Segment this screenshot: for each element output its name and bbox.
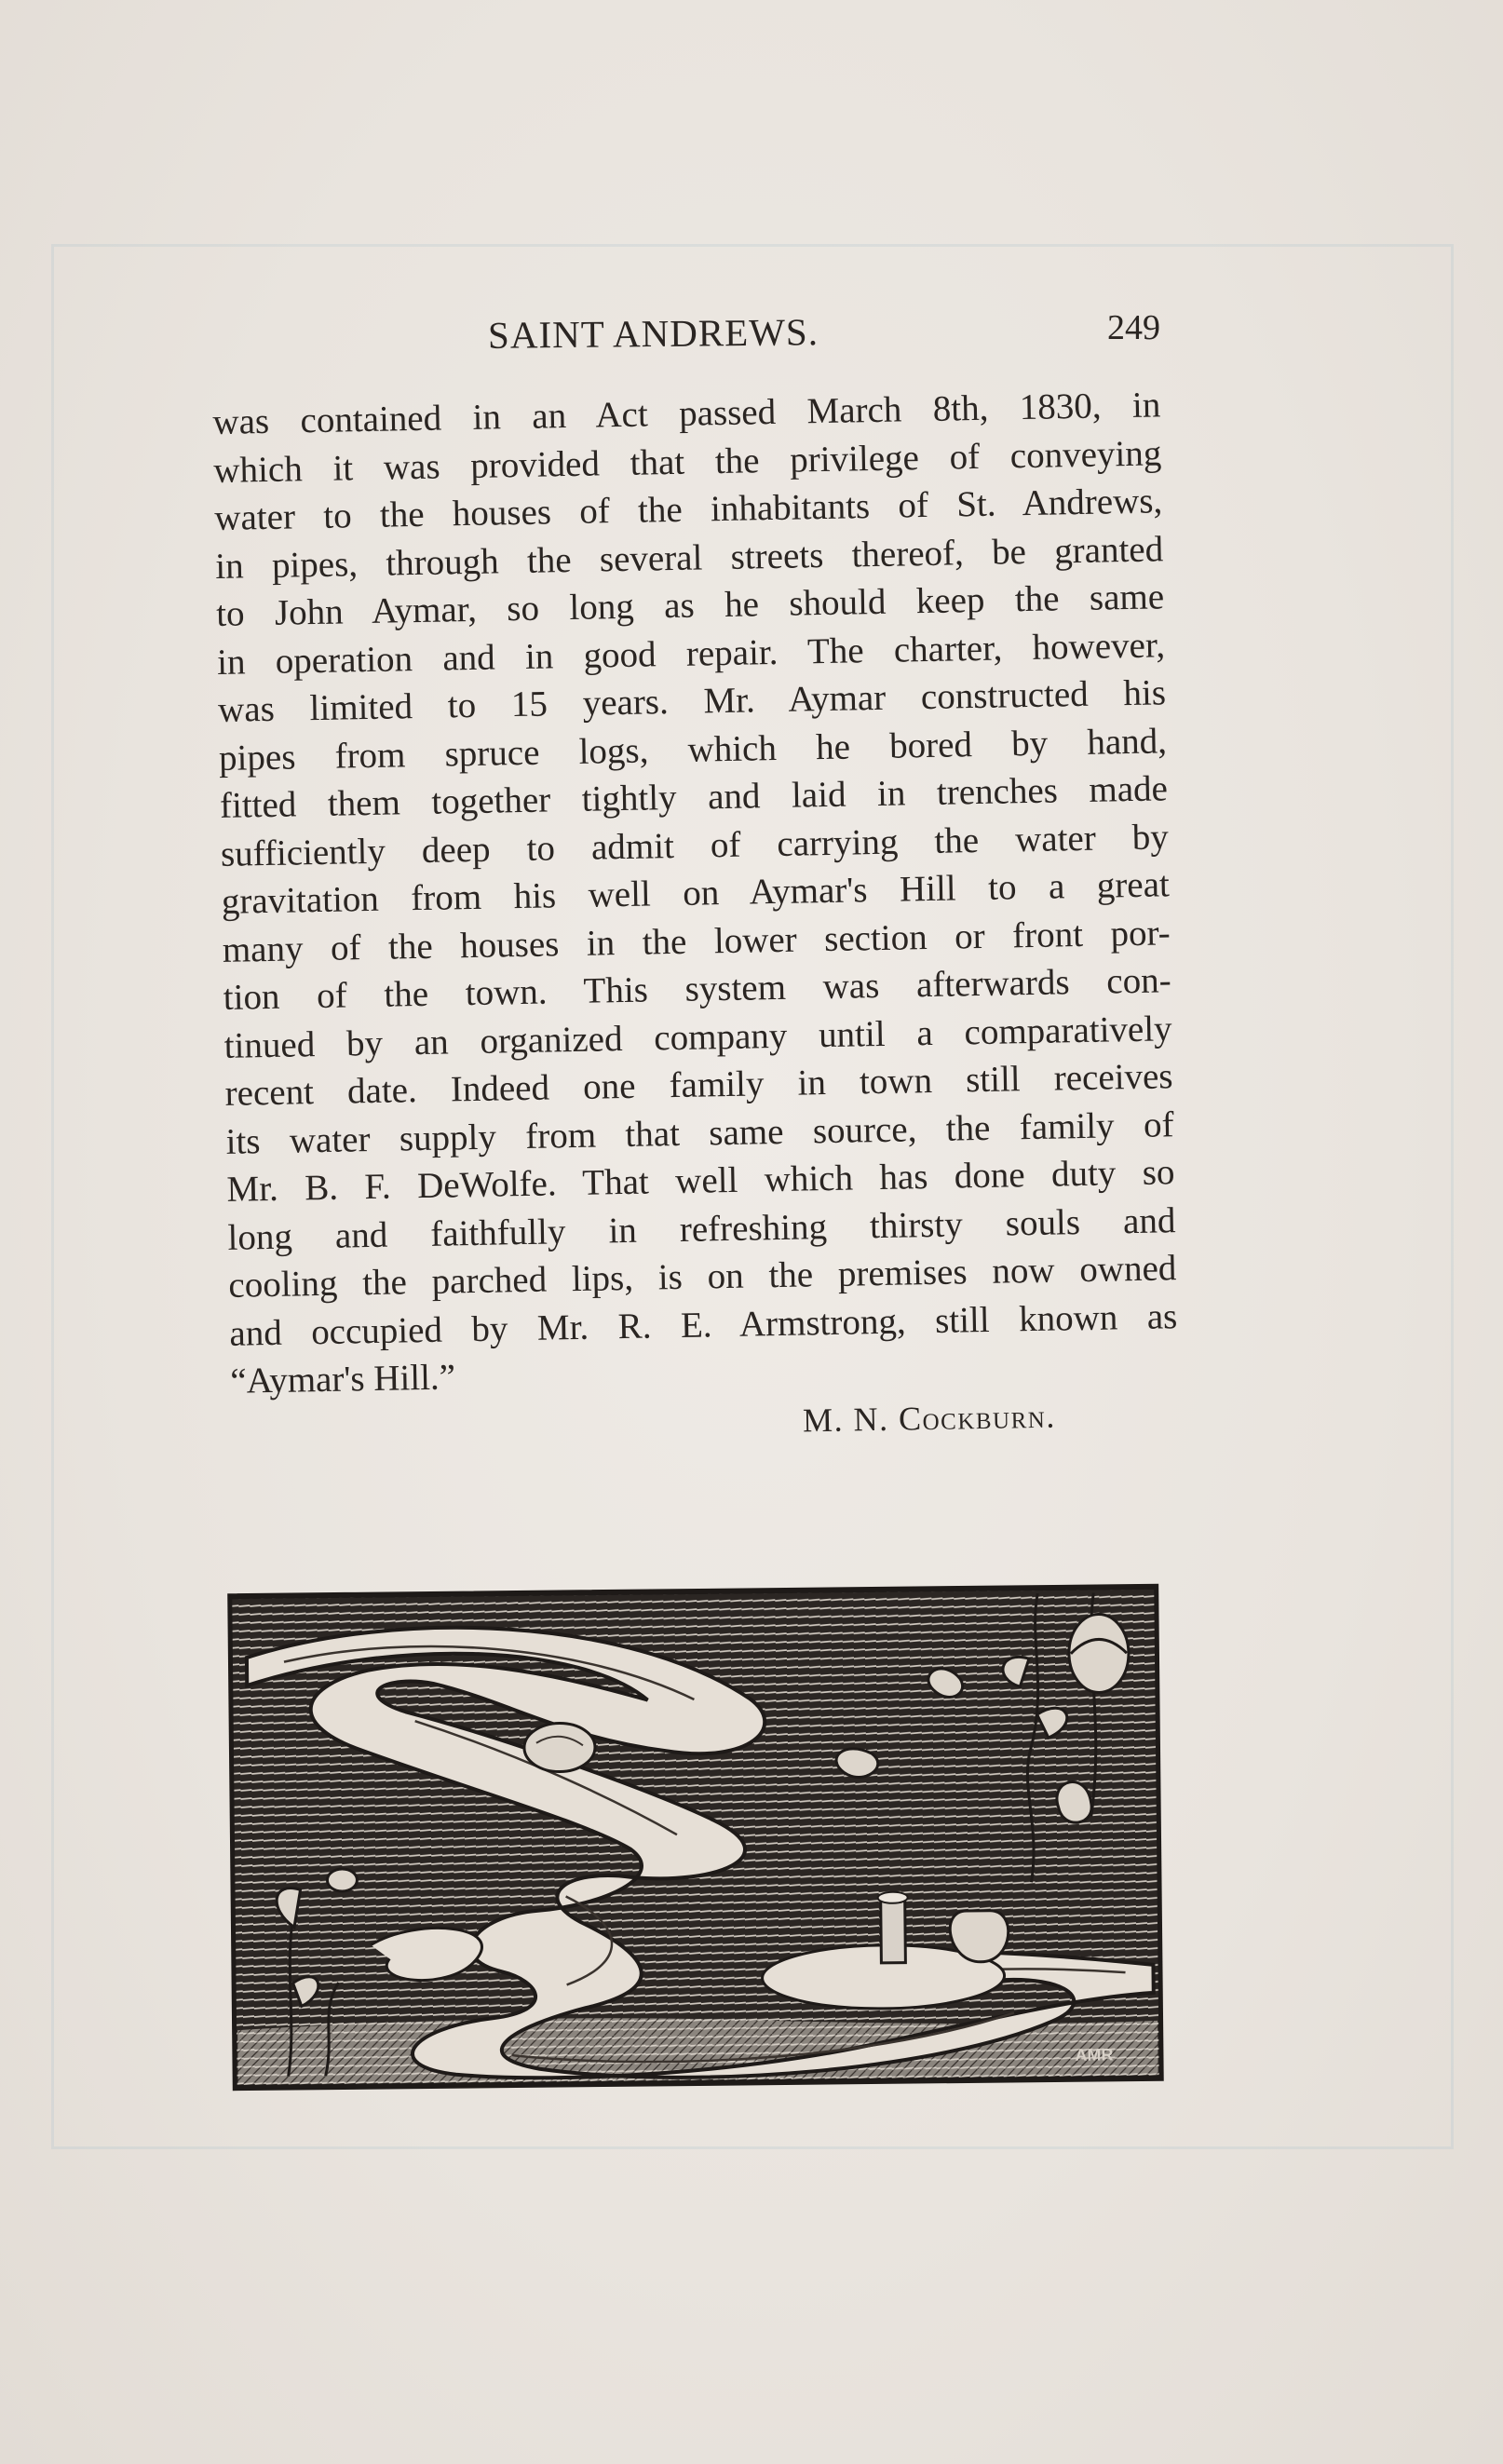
text-line: was contained in an Act passed March 8th, 1830, in [212, 385, 1161, 442]
text-line: water to the houses of the inhabitants of St. Andrews, [213, 481, 1163, 538]
stone [524, 1723, 596, 1772]
text-line: its water supply from that same source, the family of [225, 1103, 1174, 1162]
woodcut-illustration [227, 1583, 1164, 2095]
text-line: fitted them together tightly and laid in trenches made [219, 768, 1169, 826]
text-line: Mr. B. F. DeWolfe. That well which has done duty so [226, 1152, 1175, 1210]
woodcut-svg [227, 1583, 1164, 2095]
author-surname: Cockburn. [898, 1397, 1057, 1438]
artist-monogram: AMR [1075, 2045, 1114, 2065]
author-initials: M. N. [802, 1400, 889, 1440]
text-line: tion of the town. This system was afterwards con- [223, 960, 1172, 1018]
text-line: many of the houses in the lower section or front por- [222, 912, 1171, 970]
text-line: in operation and in good repair. The charter, however, [216, 624, 1166, 683]
text-line: long and faithfully in refreshing thirsty souls and [227, 1199, 1176, 1258]
text-line: in pipes, through the several streets thereof, be granted [214, 528, 1164, 587]
text-line: was limited to 15 years. Mr. Aymar constructed his [217, 672, 1167, 730]
text-line: to John Aymar, so long as he should keep the same [215, 576, 1165, 634]
text-line: “Aymar's Hill.” [229, 1357, 456, 1401]
body-paragraph [212, 381, 1179, 1405]
text-line: sufficiently deep to admit of carrying the water by [220, 816, 1170, 874]
text-line: tinued by an organized company until a comparatively [223, 1008, 1172, 1066]
page-number: 249 [1107, 308, 1160, 347]
text-line: cooling the parched lips, is on the premises now owned [228, 1248, 1177, 1306]
text-line: recent date. Indeed one family in town still receives [224, 1056, 1173, 1114]
text-line: which it was provided that the privilege of conveying [213, 432, 1162, 491]
author-signature [803, 1397, 1056, 1441]
text-line: pipes from spruce logs, which he bored by hand, [218, 720, 1168, 778]
text-line: and occupied by Mr. R. E. Armstrong, still known as [229, 1295, 1178, 1354]
page-header [212, 309, 1160, 365]
spout-pipe [881, 1898, 906, 1963]
text-line: gravitation from his well on Aymar's Hill to a great [221, 864, 1171, 922]
running-head: SAINT ANDREWS. [487, 310, 819, 357]
